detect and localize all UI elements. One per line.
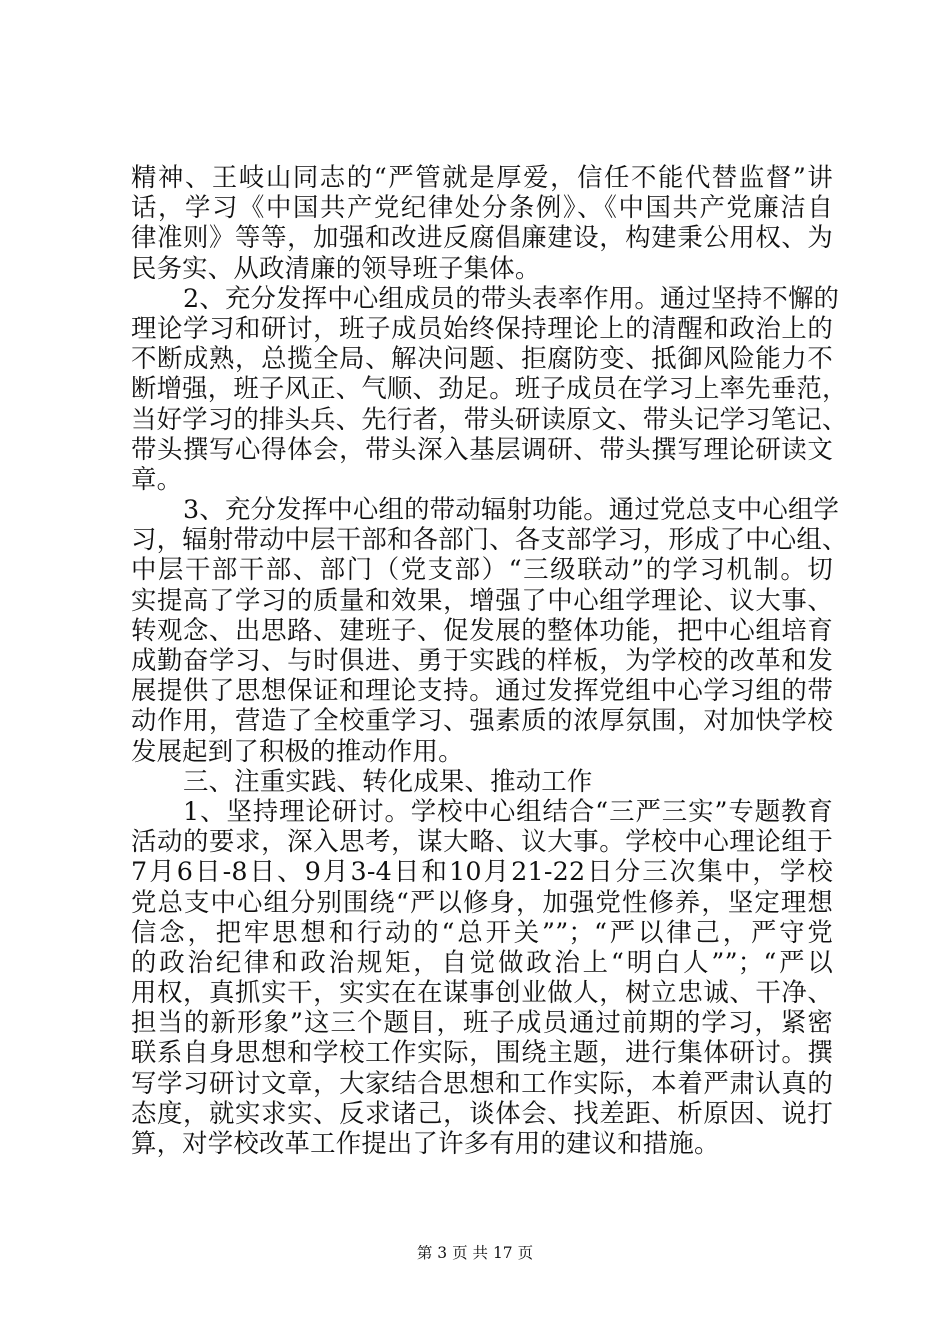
text-line: 不断成熟，总揽全局、解决问题、拒腐防变、抵御风险能力不 bbox=[131, 343, 833, 374]
text-line: 习，辐射带动中层干部和各部门、各支部学习，形成了中心组、 bbox=[131, 524, 848, 555]
text-line: 律准则》等等，加强和改进反腐倡廉建设，构建秉公用权、为 bbox=[131, 222, 833, 253]
page-footer: 第 3 页 共 17 页 bbox=[416, 1244, 534, 1262]
text-line: 写学习研讨文章，大家结合思想和工作实际，本着严肃认真的 bbox=[131, 1067, 833, 1098]
text-line: 章。 bbox=[131, 463, 183, 494]
document-body bbox=[131, 162, 848, 1158]
text-line: 联系自身思想和学校工作实际，围绕主题，进行集体研讨。撰 bbox=[131, 1037, 833, 1068]
text-line: 带头撰写心得体会，带头深入基层调研、带头撰写理论研读文 bbox=[131, 433, 833, 464]
text-line: 2、充分发挥中心组成员的带头表率作用。通过坚持不懈的 bbox=[183, 282, 840, 313]
text-line: 3、充分发挥中心组的带动辐射功能。通过党总支中心组学 bbox=[183, 494, 840, 525]
text-line: 中层干部干部、部门（党支部）“三级联动”的学习机制。切 bbox=[131, 554, 833, 585]
text-line: 民务实、从政清廉的领导班子集体。 bbox=[131, 252, 541, 283]
text-line: 断增强，班子风正、气顺、劲足。班子成员在学习上率先垂范， bbox=[131, 373, 848, 404]
text-line: 算，对学校改革工作提出了许多有用的建议和措施。 bbox=[131, 1128, 720, 1158]
text-line: 活动的要求，深入思考，谋大略、议大事。学校中心理论组于 bbox=[131, 826, 833, 857]
text-line: 1、坚持理论研讨。学校中心组结合“三严三实”专题教育 bbox=[183, 795, 833, 826]
text-line: 7月6日-8日、9月3-4日和10月21-22日分三次集中，学校 bbox=[131, 856, 833, 887]
text-line: 的政治纪律和政治规矩，自觉做政治上“明白人””；“严以 bbox=[131, 946, 833, 977]
text-line: 理论学习和研讨，班子成员始终保持理论上的清醒和政治上的 bbox=[131, 312, 833, 343]
text-line: 成勤奋学习、与时俱进、勇于实践的样板，为学校的改革和发 bbox=[131, 645, 833, 675]
text-line: 态度，就实求实、反求诸己，谈体会、找差距、析原因、说打 bbox=[131, 1097, 833, 1128]
text-line: 发展起到了积极的推动作用。 bbox=[131, 735, 464, 766]
text-line: 三、注重实践、转化成果、推动工作 bbox=[183, 765, 593, 796]
text-line: 党总支中心组分别围绕“严以修身，加强党性修养，坚定理想 bbox=[131, 886, 833, 917]
text-line: 话，学习《中国共产党纪律处分条例》、《中国共产党廉洁自 bbox=[131, 192, 833, 223]
text-line: 转观念、出思路、建班子、促发展的整体功能，把中心组培育 bbox=[131, 614, 833, 645]
text-line: 动作用，营造了全校重学习、强素质的浓厚氛围，对加快学校 bbox=[131, 705, 833, 736]
text-line: 当好学习的排头兵、先行者，带头研读原文、带头记学习笔记、 bbox=[131, 403, 848, 434]
text-line: 展提供了思想保证和理论支持。通过发挥党组中心学习组的带 bbox=[131, 675, 833, 706]
text-line: 用权，真抓实干，实实在在谋事创业做人，树立忠诚、干净、 bbox=[131, 977, 833, 1008]
text-line: 实提高了学习的质量和效果，增强了中心组学理论、议大事、 bbox=[131, 584, 833, 615]
text-line: 担当的新形象”这三个题目，班子成员通过前期的学习，紧密 bbox=[131, 1007, 833, 1038]
text-line: 精神、王岐山同志的“严管就是厚爱，信任不能代替监督”讲 bbox=[131, 162, 833, 192]
text-line: 信念，把牢思想和行动的“总开关””；“严以律己，严守党 bbox=[131, 916, 833, 947]
